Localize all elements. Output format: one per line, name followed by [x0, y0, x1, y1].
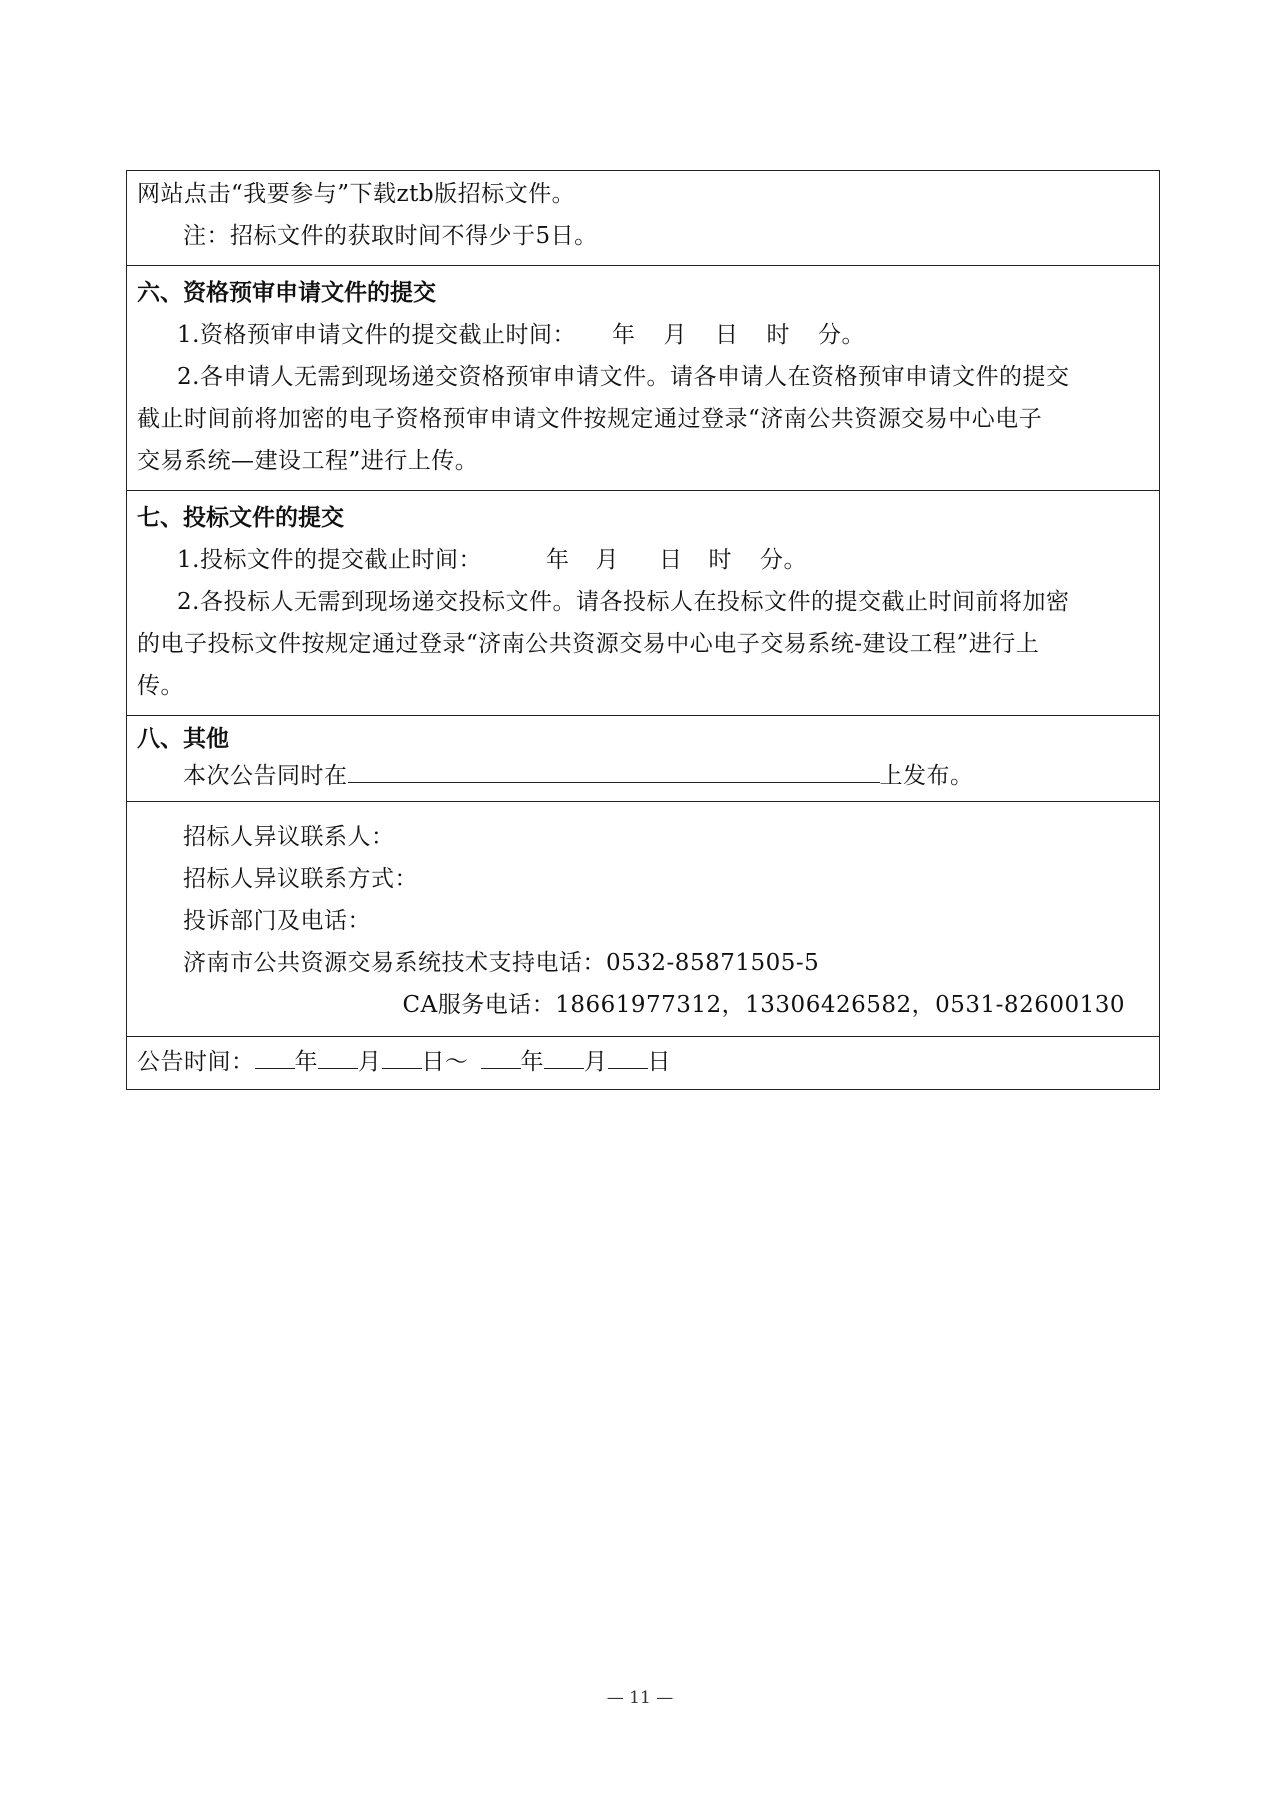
- prequal-deadline: [137, 314, 1149, 356]
- unit-hour: 时: [708, 547, 732, 573]
- unit-minute: 分。: [817, 322, 865, 348]
- page-number: — 11 —: [606, 1688, 674, 1708]
- complaint-dept: 投诉部门及电话：: [183, 908, 371, 934]
- notice-time: [137, 1041, 1149, 1083]
- prequal-item2-line2: 截止时间前将加密的电子资格预审申请文件按规定通过登录“济南公共资源交易中心电子: [137, 406, 1043, 432]
- bid-item2-line1: 2.各投标人无需到现场递交投标文件。请各投标人在投标文件的提交截止时间前将加密: [177, 589, 1070, 615]
- end-year-blank: [481, 1042, 521, 1069]
- section-8-heading: 八、其他: [137, 726, 229, 752]
- start-year-blank: [255, 1042, 295, 1069]
- notice-time-cell: [127, 1036, 1159, 1089]
- publish-prefix: 本次公告同时在: [183, 763, 348, 789]
- section-other: [127, 715, 1159, 801]
- unit-year: 年: [520, 1049, 544, 1075]
- objection-method: 招标人异议联系方式：: [183, 866, 418, 892]
- unit-day: 日: [647, 1049, 671, 1075]
- unit-year: 年: [611, 322, 636, 348]
- unit-day: 日: [658, 547, 683, 573]
- objection-contact: 招标人异议联系人：: [183, 824, 395, 850]
- unit-day: 日: [714, 322, 739, 348]
- contact-info-cell: [127, 801, 1159, 1036]
- unit-hour: 时: [766, 322, 790, 348]
- section-bid-submission: [127, 490, 1159, 715]
- publish-suffix: 上发布。: [879, 763, 974, 789]
- unit-minute: 分。: [759, 547, 807, 573]
- prequal-deadline-label: 1.资格预审申请文件的提交截止时间：: [177, 322, 576, 348]
- section-6-heading: 六、资格预审申请文件的提交: [137, 280, 436, 306]
- unit-month: 月: [584, 1049, 608, 1075]
- prequal-item2-line1: 2.各申请人无需到现场递交资格预审申请文件。请各申请人在资格预审申请文件的提交: [177, 364, 1070, 390]
- notice-time-label: 公告时间：: [137, 1049, 255, 1075]
- tech-support-phone: 济南市公共资源交易系统技术支持电话：0532-85871505-5: [183, 950, 820, 976]
- unit-day-tilde: 日～: [421, 1049, 469, 1075]
- end-day-blank: [608, 1042, 648, 1069]
- acquisition-note: 注：招标文件的获取时间不得少于5日。: [183, 223, 598, 249]
- bid-deadline-label: 1.投标文件的提交截止时间：: [177, 547, 482, 573]
- download-cell: [127, 171, 1159, 265]
- download-instruction: 网站点击“我要参与”下载ztb版招标文件。: [137, 181, 576, 207]
- end-month-blank: [544, 1042, 584, 1069]
- bid-item2-line3: 传。: [137, 673, 184, 699]
- unit-year: 年: [545, 547, 570, 573]
- section-prequalification: [127, 265, 1159, 490]
- bid-deadline: [137, 539, 1149, 581]
- unit-month: 月: [358, 1049, 382, 1075]
- unit-month: 月: [663, 322, 687, 348]
- ca-service-phone: CA服务电话：18661977312，13306426582，0531-82600130: [402, 992, 1125, 1018]
- document-table: [126, 170, 1160, 1090]
- bid-item2-line2: 的电子投标文件按规定通过登录“济南公共资源交易中心电子交易系统-建设工程”进行上: [137, 631, 1040, 657]
- start-day-blank: [382, 1042, 422, 1069]
- publish-media-blank: [348, 756, 880, 783]
- start-month-blank: [318, 1042, 358, 1069]
- unit-month: 月: [595, 547, 619, 573]
- publish-statement: [137, 756, 1149, 793]
- section-7-heading: 七、投标文件的提交: [137, 505, 344, 531]
- prequal-item2-line3: 交易系统—建设工程”进行上传。: [137, 448, 479, 474]
- unit-year: 年: [294, 1049, 318, 1075]
